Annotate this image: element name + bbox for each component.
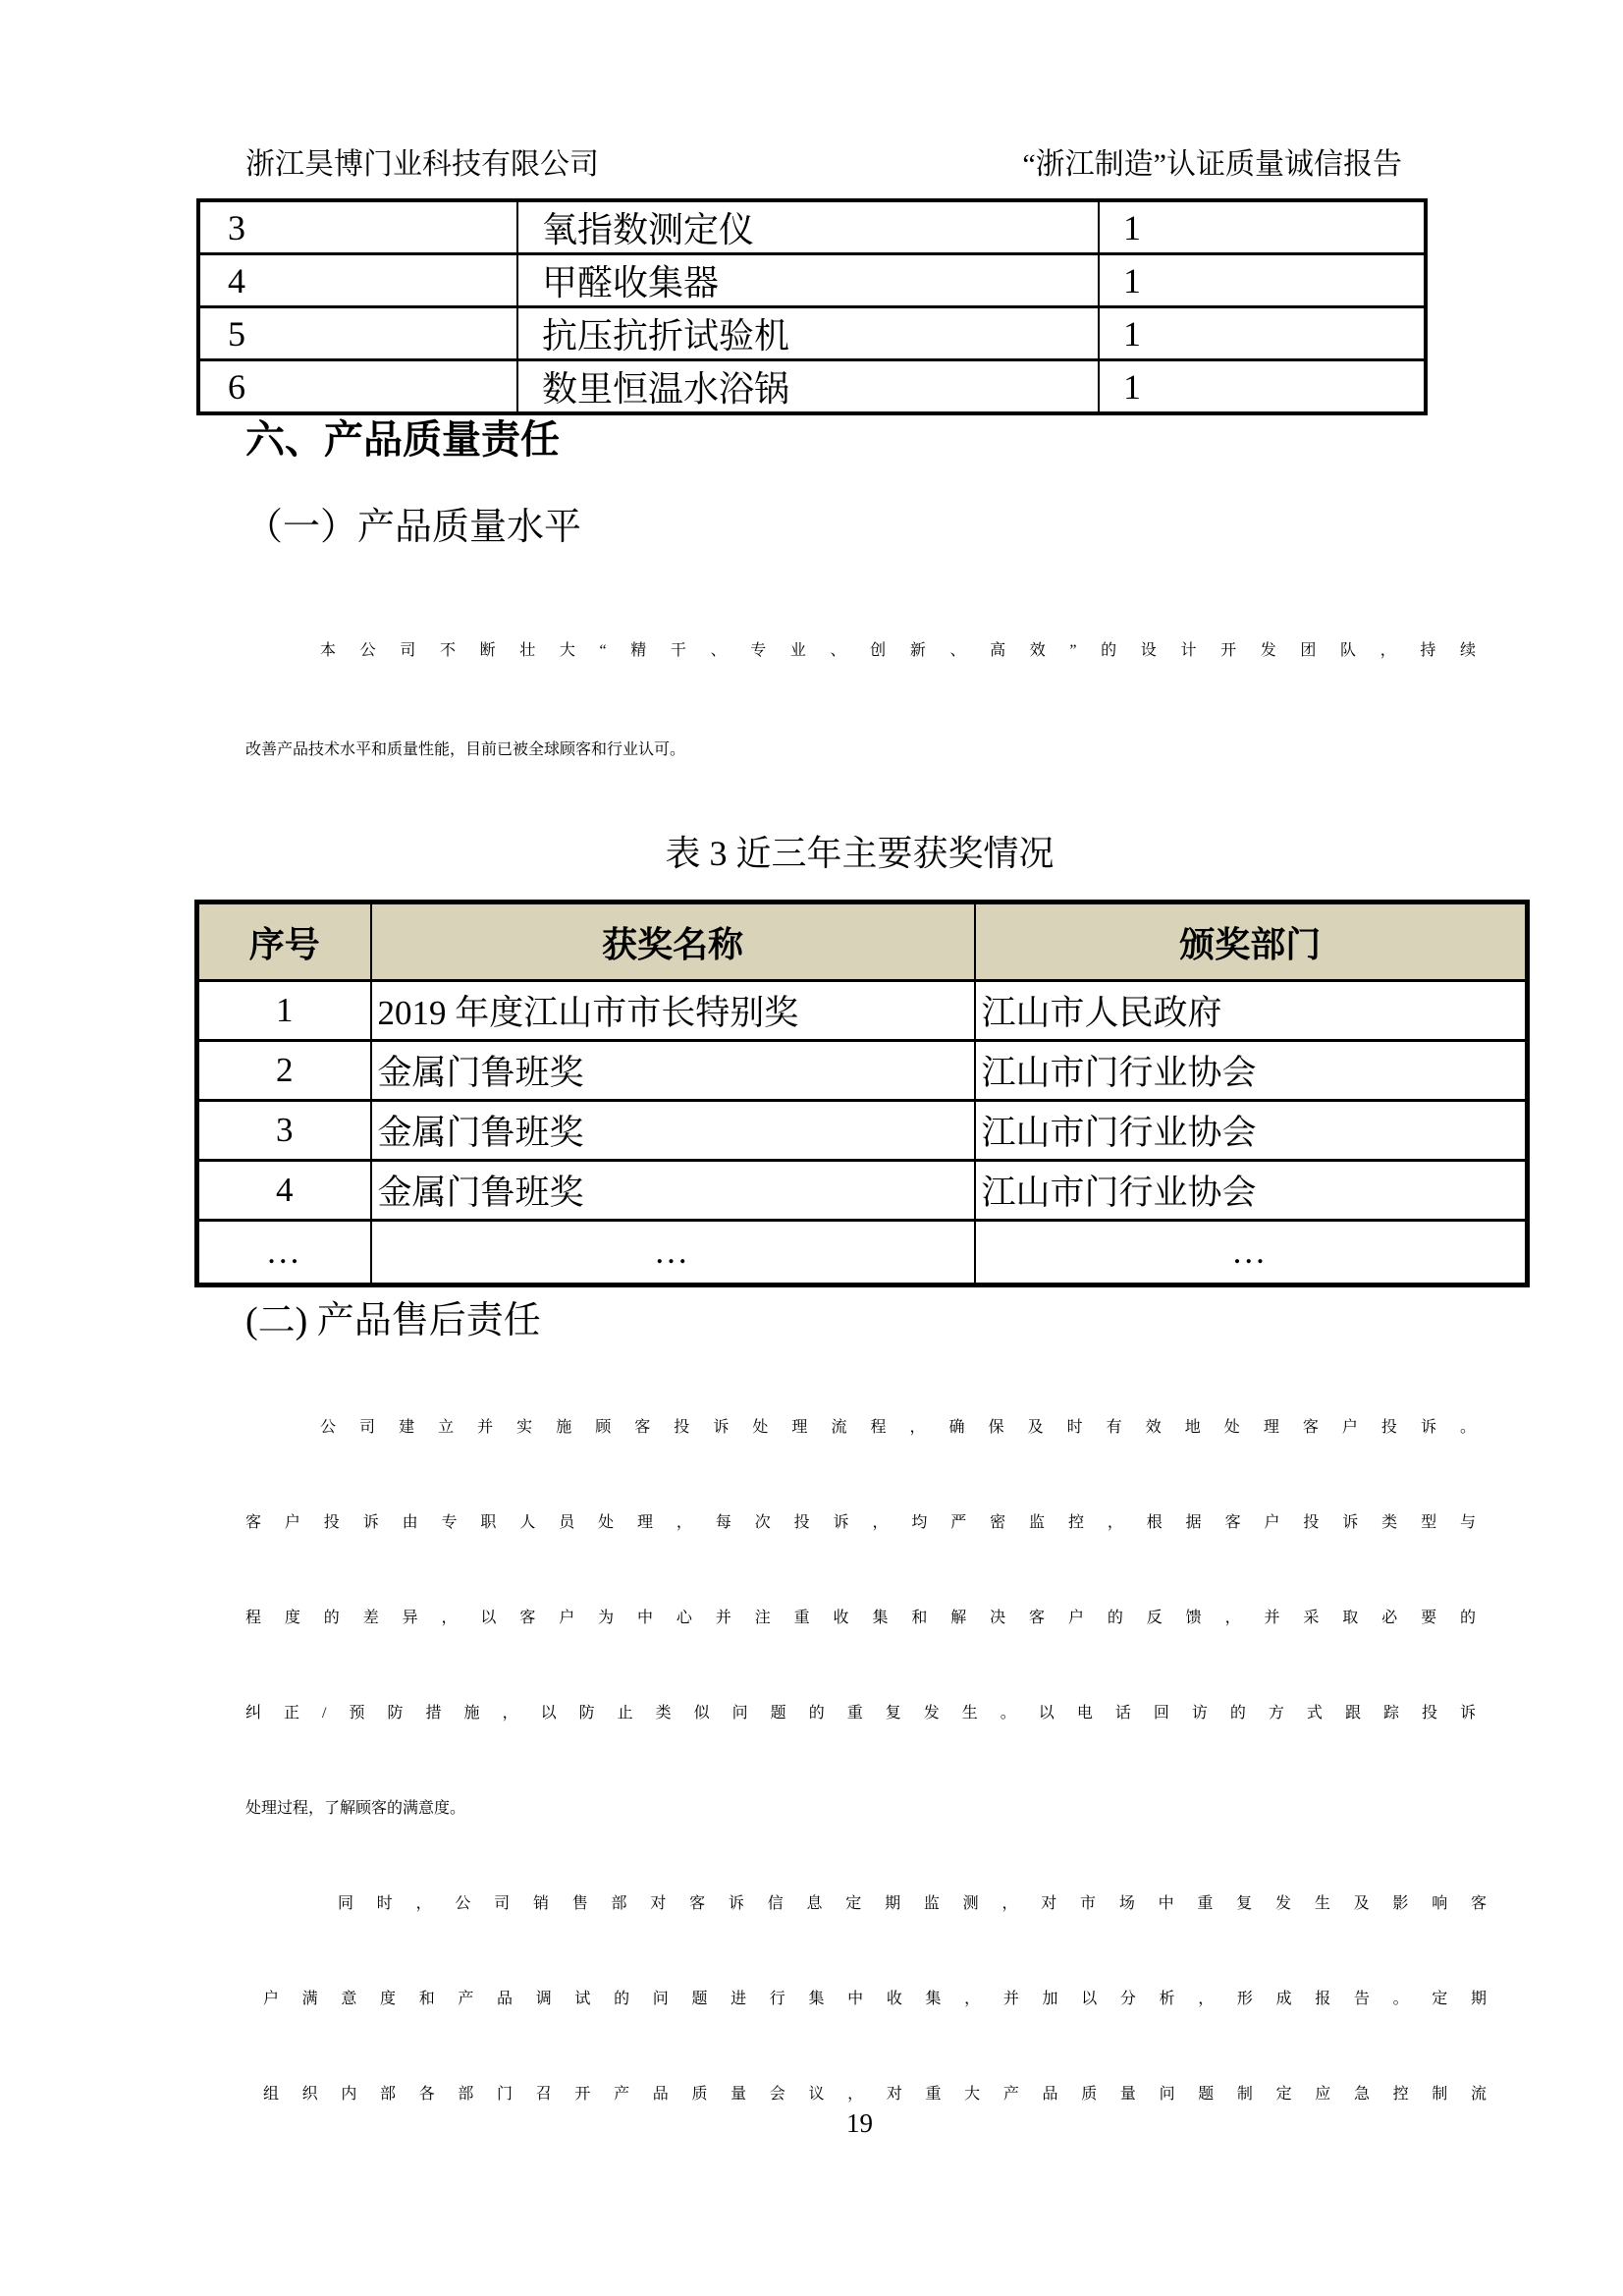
award-name: 金属门鲁班奖 <box>371 1101 975 1161</box>
awards-header-row <box>197 902 1528 981</box>
section-heading-product-quality-responsibility: 六、产品质量责任 <box>245 417 560 462</box>
paragraph-line: 客户投诉由专职人员处理，每次投诉，均严密监控，根据客户投诉类型与 <box>245 1514 1476 1531</box>
award-name: 金属门鲁班奖 <box>371 1161 975 1221</box>
paragraph-line: 组织内部各部门召开产品质量会议，对重大产品质量问题制定应急控制流 <box>263 2086 1487 2103</box>
subsection-product-quality-level: （一）产品质量水平 <box>245 507 582 548</box>
paragraph-line: 纠正/预防措施，以防止类似问题的重复发生。以电话回访的方式跟踪投诉 <box>245 1705 1476 1722</box>
ellipsis-cell: … <box>371 1221 975 1285</box>
ellipsis-cell: … <box>975 1221 1528 1285</box>
equipment-qty: 1 <box>1099 360 1426 414</box>
page-header <box>245 145 1402 185</box>
awards-table <box>194 900 1530 1287</box>
table-row <box>198 200 1426 254</box>
awarding-dept: 江山市人民政府 <box>975 981 1528 1041</box>
equipment-qty: 1 <box>1099 307 1426 360</box>
paragraph-line: 处理过程，了解顾客的满意度。 <box>245 1800 466 1817</box>
equipment-no: 3 <box>198 200 517 254</box>
awarding-dept: 江山市门行业协会 <box>975 1161 1528 1221</box>
column-header-award-name: 获奖名称 <box>371 902 975 981</box>
award-seq: 1 <box>197 981 371 1041</box>
paragraph-sales-monitoring <box>263 1856 1487 2142</box>
awards-table-title: 表 3 近三年主要获奖情况 <box>665 834 1055 873</box>
equipment-qty: 1 <box>1099 200 1426 254</box>
table-row <box>198 307 1426 360</box>
equipment-name: 数里恒温水浴锅 <box>517 360 1099 414</box>
equipment-qty: 1 <box>1099 254 1426 307</box>
paragraph-line: 公司建立并实施顾客投诉处理流程，确保及时有效地处理客户投诉。 <box>320 1419 1476 1436</box>
award-name: 金属门鲁班奖 <box>371 1041 975 1101</box>
table-row <box>197 981 1528 1041</box>
awarding-dept: 江山市门行业协会 <box>975 1101 1528 1161</box>
column-header-seq: 序号 <box>197 902 371 981</box>
paragraph-line: 程度的差异，以客户为中心并注重收集和解决客户的反馈，并采取必要的 <box>245 1610 1476 1626</box>
paragraph-quality-level <box>245 601 1476 799</box>
equipment-name: 氧指数测定仪 <box>517 200 1099 254</box>
award-seq: 3 <box>197 1101 371 1161</box>
equipment-table <box>196 198 1428 415</box>
table-row <box>197 1161 1528 1221</box>
header-company-name: 浙江昊博门业科技有限公司 <box>245 148 599 181</box>
paragraph-line: 改善产品技术水平和质量性能，目前已被全球顾客和行业认可。 <box>245 741 686 758</box>
paragraph-line: 同时，公司销售部对客诉信息定期监测，对市场中重复发生及影响客 <box>338 1895 1487 1912</box>
header-report-title: “浙江制造”认证质量诚信报告 <box>1022 148 1402 181</box>
awarding-dept: 江山市门行业协会 <box>975 1041 1528 1101</box>
award-name: 2019 年度江山市市长特别奖 <box>371 981 975 1041</box>
column-header-awarding-dept: 颁奖部门 <box>975 902 1528 981</box>
equipment-no: 6 <box>198 360 517 414</box>
table-row <box>198 254 1426 307</box>
subsection-after-sales-responsibility: (二) 产品售后责任 <box>245 1300 541 1341</box>
award-seq: 4 <box>197 1161 371 1221</box>
paragraph-line: 本公司不断壮大“精干、专业、创新、高效”的设计开发团队，持续 <box>320 642 1476 659</box>
table-row <box>197 1101 1528 1161</box>
award-seq: 2 <box>197 1041 371 1101</box>
equipment-name: 甲醛收集器 <box>517 254 1099 307</box>
paragraph-complaint-handling <box>245 1380 1476 1856</box>
ellipsis-cell: … <box>197 1221 371 1285</box>
equipment-name: 抗压抗折试验机 <box>517 307 1099 360</box>
table-row <box>197 1041 1528 1101</box>
page-number: 19 <box>846 2108 873 2138</box>
equipment-no: 4 <box>198 254 517 307</box>
paragraph-line: 户满意度和产品调试的问题进行集中收集，并加以分析，形成报告。定期 <box>263 1991 1487 2007</box>
equipment-no: 5 <box>198 307 517 360</box>
